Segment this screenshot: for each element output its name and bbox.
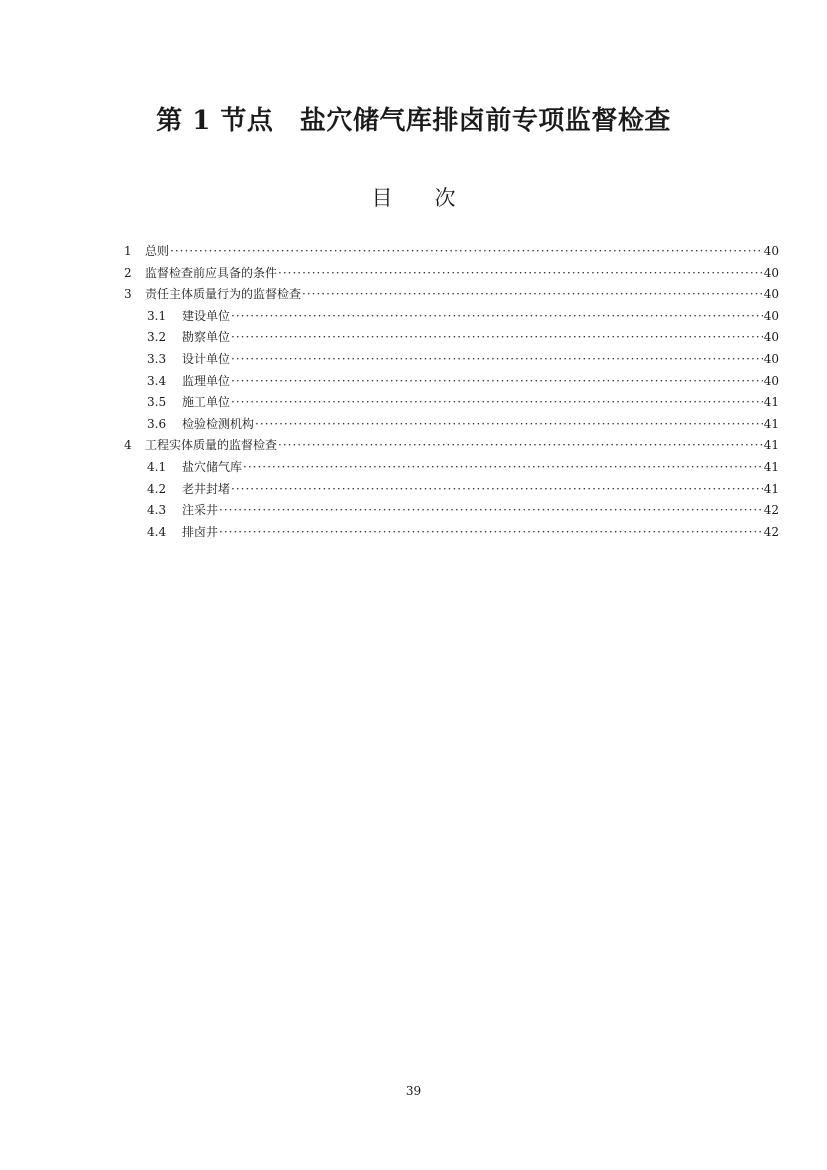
toc-entry-page: 41: [763, 481, 779, 496]
toc-dot-leader: [231, 392, 763, 414]
toc-entry[interactable]: [124, 327, 779, 349]
toc-entry-label: 监督检查前应具备的条件: [145, 265, 278, 280]
toc-dot-leader: [278, 435, 763, 457]
toc-entry-number: 2: [124, 265, 132, 280]
toc-entry-number: 3.4: [147, 373, 167, 388]
toc-entry-number: 3.6: [147, 416, 167, 431]
toc-dot-leader: [243, 457, 763, 479]
toc-entry[interactable]: [124, 263, 779, 285]
toc-dot-leader: [231, 349, 763, 371]
toc-heading: 目 次: [371, 186, 456, 210]
toc-entry[interactable]: [124, 371, 779, 393]
toc-entry[interactable]: [124, 500, 779, 522]
toc-dot-leader: [255, 414, 763, 436]
toc-entry-number: 4: [124, 438, 132, 453]
toc-entry-page: 40: [763, 330, 779, 345]
toc-entry-page: 41: [763, 416, 779, 431]
toc-entry-label: 总则: [145, 244, 170, 258]
toc-entry[interactable]: [124, 522, 779, 544]
toc-entry-page: 42: [763, 524, 779, 539]
toc-dot-leader: [231, 371, 763, 393]
toc-entry-label: 检验检测机构: [182, 416, 255, 431]
toc-entry[interactable]: [124, 435, 779, 457]
toc-dot-leader: [219, 522, 763, 544]
toc-entry-number: 4.2: [147, 481, 167, 496]
toc-entry-page: 40: [763, 373, 779, 388]
toc-entry-page: 40: [763, 244, 779, 258]
toc-entry-label: 排卤井: [182, 524, 219, 539]
toc-entry[interactable]: [124, 392, 779, 414]
toc-entry-number: 3: [124, 287, 132, 302]
toc-entry-number: 3.5: [147, 395, 167, 410]
toc-entry[interactable]: [124, 349, 779, 371]
toc-entry-number: 3.1: [147, 308, 167, 323]
toc-entry[interactable]: [124, 241, 779, 263]
toc-entry-page: 40: [763, 287, 779, 302]
page-title: 第 1 节点 盐穴储气库排卤前专项监督检查: [156, 106, 671, 136]
toc-entry-page: 42: [763, 503, 779, 518]
toc-entry[interactable]: [124, 284, 779, 306]
toc-entry-label: 老井封堵: [182, 481, 231, 496]
toc-entry[interactable]: [124, 479, 779, 501]
toc-entry[interactable]: [124, 306, 779, 328]
toc-entry-label: 勘察单位: [182, 330, 231, 345]
toc-dot-leader: [231, 306, 763, 328]
toc-entry-label: 施工单位: [182, 395, 231, 410]
toc-dot-leader: [231, 479, 763, 501]
table-of-contents: [124, 241, 779, 543]
toc-dot-leader: [170, 241, 763, 263]
toc-entry-label: 注采井: [182, 503, 219, 518]
toc-entry-page: 41: [763, 395, 779, 410]
toc-entry-page: 40: [763, 308, 779, 323]
toc-dot-leader: [302, 284, 763, 306]
toc-entry-label: 监理单位: [182, 373, 231, 388]
toc-entry[interactable]: [124, 457, 779, 479]
toc-entry-number: 3.2: [147, 330, 167, 345]
toc-entry-page: 40: [763, 265, 779, 280]
toc-dot-leader: [219, 500, 763, 522]
toc-entry-number: 1: [124, 244, 132, 258]
toc-entry-number: 4.1: [147, 459, 167, 474]
toc-entry-number: 4.4: [147, 524, 167, 539]
toc-entry-label: 工程实体质量的监督检查: [145, 438, 278, 453]
toc-entry-label: 建设单位: [182, 308, 231, 323]
toc-entry-page: 41: [763, 438, 779, 453]
toc-entry-label: 责任主体质量行为的监督检查: [145, 287, 302, 302]
toc-dot-leader: [278, 263, 763, 285]
toc-entry-number: 4.3: [147, 503, 167, 518]
toc-dot-leader: [231, 327, 763, 349]
toc-entry[interactable]: [124, 414, 779, 436]
toc-entry-page: 40: [763, 351, 779, 366]
toc-entry-label: 设计单位: [182, 351, 231, 366]
toc-entry-label: 盐穴储气库: [182, 459, 243, 474]
toc-entry-number: 3.3: [147, 351, 167, 366]
toc-entry-page: 41: [763, 459, 779, 474]
page-number: 39: [405, 1084, 422, 1098]
